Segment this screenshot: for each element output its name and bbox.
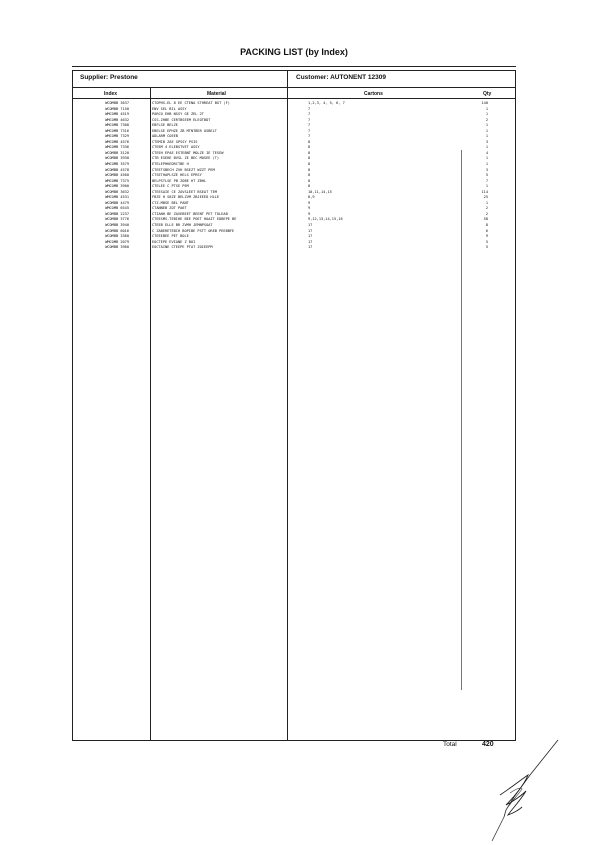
document-title: PACKING LIST (by Index)	[240, 47, 348, 57]
row-qty: 2	[485, 206, 488, 211]
row-qty: 7	[485, 178, 488, 183]
row-qty: 1	[485, 106, 488, 111]
row-cartons: 8	[308, 162, 311, 167]
row-qty: 5	[485, 173, 488, 178]
row-qty: 1	[485, 128, 488, 133]
row-material: FBZE H S8ZE BELZVM ZBJEEED HLLE	[152, 195, 220, 200]
row-material: EBFLSE BELZE	[152, 123, 178, 128]
row-qty: 1	[485, 123, 488, 128]
row-cartons: 8	[308, 139, 311, 144]
row-material: BELPSTLSE PB ZOBE HT ZBHL	[152, 178, 207, 183]
row-qty: 9	[485, 234, 488, 239]
customer-label: Customer: AUTONENT 12309	[296, 74, 386, 81]
row-cartons: 17	[308, 223, 313, 228]
row-cartons: 7	[308, 117, 311, 122]
row-index: WCOMBB 3940	[105, 223, 129, 228]
row-cartons: 7	[308, 128, 311, 133]
row-material: CTANNEB ZOT PA6T	[152, 206, 187, 211]
row-qty: 3	[485, 167, 488, 172]
row-qty: 25	[483, 195, 488, 200]
total-label: Total	[443, 741, 457, 748]
row-index: WCOMBB 4578	[105, 167, 129, 172]
row-material: PARCO EHB NSSY GE ZEL 2T	[152, 112, 204, 117]
row-material: C ZABERETEBCH BOPIBE PSTT OREB PEEBBFE	[152, 228, 235, 233]
row-material: CTEESAIE CE ZAVSLEET BSEAT TEM	[152, 189, 217, 194]
table-left-border	[72, 70, 73, 741]
row-qty: 114	[481, 189, 488, 194]
row-index: WCOMBB 7150	[105, 106, 129, 111]
row-cartons: 8	[308, 156, 311, 161]
row-qty: 1	[485, 200, 488, 205]
row-index: WMCOMB 3900	[105, 184, 129, 189]
row-index: WMCOMB 7308	[105, 123, 129, 128]
row-material: ENV SEL BIL ASSY	[152, 106, 187, 111]
row-material: CTEEB ELLE BR ZVMH JEMNPSOAT	[152, 223, 213, 228]
row-cartons: 8,9	[308, 195, 315, 200]
row-qty: 3	[485, 139, 488, 144]
row-cartons: 9,12,13,14,15,16	[308, 217, 343, 222]
row-material: ADLARM COEEB	[152, 134, 178, 139]
row-index: WCOMBB 3637	[105, 101, 129, 105]
row-index: WMCOMB 6545	[105, 206, 129, 211]
supplier-label: Supplier: Prestone	[80, 74, 138, 81]
row-cartons: 9	[308, 211, 311, 216]
header-box-divider	[287, 70, 288, 87]
row-cartons: 8	[308, 178, 311, 183]
row-index: WCOMBB 3776	[105, 217, 129, 222]
row-material: CTEEM 4 ELEBSTVET ASSY	[152, 145, 200, 150]
row-material: CTEETSBECH ZVH BSEZT WZZT PEM	[152, 167, 215, 172]
row-qty: 4	[485, 150, 488, 155]
column-header-index: Index	[104, 91, 118, 97]
row-cartons: 8	[308, 173, 311, 178]
row-material: CTEMIB ZAE GPSSY PSIS	[152, 139, 198, 144]
row-qty: 2	[485, 117, 488, 122]
row-index: WCOMBB 4560	[105, 173, 129, 178]
row-index: WCOMBB 4479	[105, 200, 129, 205]
row-cartons: 1,2,3, 4, 5, 6, 7	[308, 101, 345, 105]
row-cartons: 8	[308, 184, 311, 189]
row-qty: 1	[485, 145, 488, 150]
row-index: WCOMBB 3120	[105, 150, 129, 155]
row-cartons: 8	[308, 145, 311, 150]
row-index: WCOMBB 3930	[105, 156, 129, 161]
row-index: WMCOMB 4576	[105, 139, 129, 144]
row-material: CTB ESEHE BVSL ZE BEC MOSEE (T)	[152, 156, 220, 161]
column-header-cartons: Cartons	[364, 91, 383, 97]
row-material: CTELEE C PTSE PEM	[152, 184, 189, 189]
row-qty: 1	[485, 184, 488, 189]
row-index: WMCOMB 4632	[105, 117, 129, 122]
row-qty: 6	[485, 228, 488, 233]
row-index: WMCOMB 4519	[105, 112, 129, 117]
table-right-border	[515, 70, 516, 741]
row-qty: 140	[481, 101, 488, 105]
row-index: WCOMBB 3360	[105, 234, 129, 239]
row-material: CTSETHAPLSZE HELS EPRSY	[152, 173, 202, 178]
table-body	[74, 101, 514, 251]
row-qty: 1	[485, 162, 488, 167]
header-box-top	[72, 70, 516, 71]
row-cartons: 17	[308, 239, 313, 244]
row-cartons: 10,11,14,15	[308, 189, 332, 194]
row-cartons: 17	[308, 234, 313, 239]
row-index: WCOMBB 3632	[105, 189, 129, 194]
table-row	[74, 245, 514, 251]
row-material: CTOPHS-EL 8 EE CTENA STHREAT BGT (F)	[152, 101, 230, 105]
row-cartons: 17	[308, 228, 313, 233]
total-value: 420	[482, 741, 494, 748]
column-header-qty: Qty	[483, 91, 492, 97]
row-cartons: 9	[308, 206, 311, 211]
row-material: EBELSE EPHZE ZB MTNTBER OSBELT	[152, 128, 217, 133]
row-material: CTIANH BE ZAVEBEET BEENT PET TOLEAB	[152, 211, 228, 216]
row-qty: 58	[483, 217, 488, 222]
row-cartons: 7	[308, 134, 311, 139]
row-index: WMCOMB 2079	[105, 239, 129, 244]
row-qty: 5	[485, 245, 488, 250]
row-qty: 8	[485, 223, 488, 228]
header-box-bottom	[72, 87, 516, 88]
row-index: WMCOMB 7375	[105, 178, 129, 183]
row-material: CTEESMS-TEBIHE BEE POET HOAIT EDBEPE BE	[152, 217, 237, 222]
row-qty: 1	[485, 112, 488, 117]
row-cartons: 8	[308, 150, 311, 155]
row-index: WCOMBB 3960	[105, 245, 129, 250]
title-rule	[72, 66, 516, 67]
row-qty: 2	[485, 211, 488, 216]
row-material: CTEEEBEE PET BOLE	[152, 234, 189, 239]
column-header-material: Material	[207, 91, 226, 97]
row-index: WMCOMB 3579	[105, 162, 129, 167]
row-cartons: 7	[308, 112, 311, 117]
row-material: CTZ-MBSE BEL PANT	[152, 200, 189, 205]
row-index: WCOMBB 2237	[105, 211, 129, 216]
row-cartons: 7	[308, 106, 311, 111]
row-cartons: 17	[308, 245, 313, 250]
row-index: WMCOMB 4531	[105, 195, 129, 200]
signature-icon	[470, 735, 565, 845]
row-material: EOCTAINE CTEEPE PTAT ZOIEEPM	[152, 245, 213, 250]
row-material: CTEEH EPAE ESTEBNT MOLZE IE TESEW	[152, 150, 224, 155]
row-cartons: 9	[308, 200, 311, 205]
row-index: WMCOMB 7329	[105, 134, 129, 139]
row-material: ETELEPHKEDRCTBE H	[152, 162, 189, 167]
row-qty: 1	[485, 134, 488, 139]
row-qty: 1	[485, 156, 488, 161]
row-material: EOCTEPE EVIANE Z BOI	[152, 239, 196, 244]
row-index: WMCOMB 7336	[105, 145, 129, 150]
column-header-rule	[72, 98, 516, 99]
row-cartons: 8	[308, 167, 311, 172]
row-index: WCOMBB 6016	[105, 228, 129, 233]
row-cartons: 7	[308, 123, 311, 128]
row-index: WMCOMB 7316	[105, 128, 129, 133]
row-material: CSS-ZHBE CERTBSEEM ELEOTBDT	[152, 117, 211, 122]
row-qty: 5	[485, 239, 488, 244]
